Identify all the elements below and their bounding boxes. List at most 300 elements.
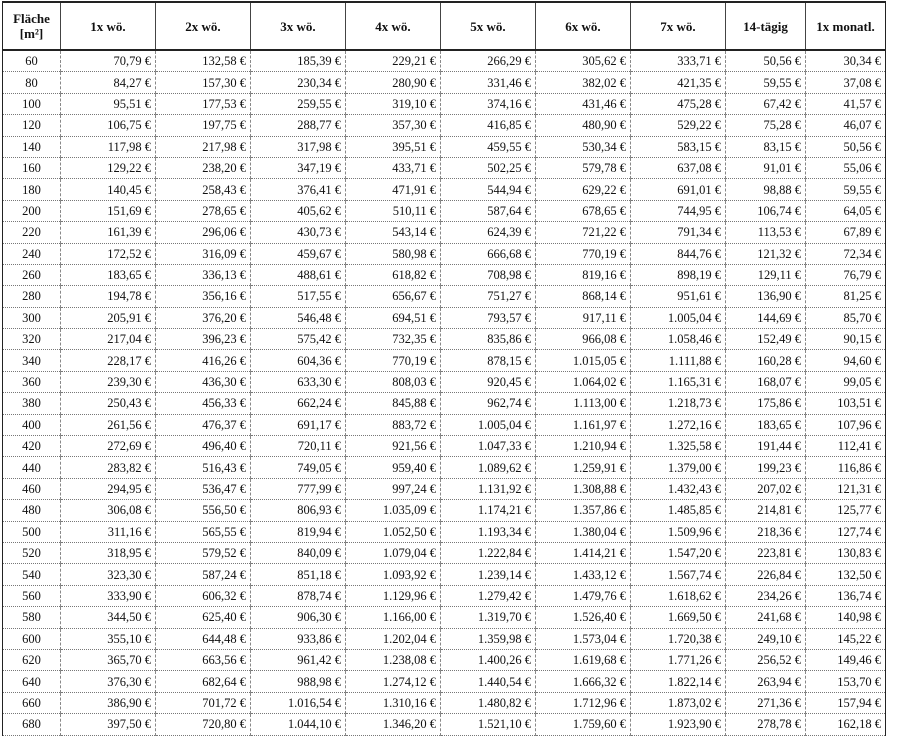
price-cell: 149,46 €	[806, 649, 886, 670]
price-cell: 961,42 €	[251, 649, 346, 670]
price-cell: 296,06 €	[156, 222, 251, 243]
price-cell: 436,30 €	[156, 371, 251, 392]
price-cell: 1.239,14 €	[441, 564, 536, 585]
price-cell: 214,81 €	[726, 500, 806, 521]
price-cell: 218,36 €	[726, 521, 806, 542]
price-cell: 1.016,54 €	[251, 692, 346, 713]
table-row	[3, 542, 886, 563]
price-cell: 1.218,73 €	[631, 393, 726, 414]
price-cell: 1.759,60 €	[536, 714, 631, 735]
area-cell: 420	[3, 436, 61, 457]
price-cell: 806,93 €	[251, 500, 346, 521]
column-header: 1x wö.	[61, 2, 156, 50]
area-cell: 100	[3, 93, 61, 114]
price-cell: 1.093,92 €	[346, 564, 441, 585]
price-cell: 50,56 €	[806, 136, 886, 157]
area-cell: 160	[3, 157, 61, 178]
price-cell: 966,08 €	[536, 329, 631, 350]
price-cell: 951,61 €	[631, 286, 726, 307]
price-cell: 228,17 €	[61, 350, 156, 371]
price-cell: 217,98 €	[156, 136, 251, 157]
table-row	[3, 607, 886, 628]
table-row	[3, 671, 886, 692]
price-cell: 544,94 €	[441, 179, 536, 200]
price-cell: 749,05 €	[251, 457, 346, 478]
price-cell: 808,03 €	[346, 371, 441, 392]
price-cell: 791,34 €	[631, 222, 726, 243]
price-cell: 59,55 €	[726, 72, 806, 93]
price-cell: 844,76 €	[631, 243, 726, 264]
price-cell: 85,70 €	[806, 307, 886, 328]
price-cell: 185,39 €	[251, 50, 346, 72]
area-cell: 580	[3, 607, 61, 628]
price-cell: 271,36 €	[726, 692, 806, 713]
price-cell: 305,62 €	[536, 50, 631, 72]
price-cell: 177,53 €	[156, 93, 251, 114]
price-cell: 579,52 €	[156, 542, 251, 563]
price-cell: 933,86 €	[251, 628, 346, 649]
price-cell: 1.325,58 €	[631, 436, 726, 457]
price-cell: 250,43 €	[61, 393, 156, 414]
price-cell: 793,57 €	[441, 307, 536, 328]
price-cell: 917,11 €	[536, 307, 631, 328]
price-cell: 1.193,34 €	[441, 521, 536, 542]
price-cell: 116,86 €	[806, 457, 886, 478]
price-cell: 223,81 €	[726, 542, 806, 563]
price-cell: 98,88 €	[726, 179, 806, 200]
price-cell: 95,51 €	[61, 93, 156, 114]
price-cell: 751,27 €	[441, 286, 536, 307]
price-cell: 396,23 €	[156, 329, 251, 350]
price-cell: 382,02 €	[536, 72, 631, 93]
price-cell: 266,29 €	[441, 50, 536, 72]
table-row	[3, 371, 886, 392]
price-cell: 106,74 €	[726, 200, 806, 221]
price-cell: 1.174,21 €	[441, 500, 536, 521]
price-cell: 883,72 €	[346, 414, 441, 435]
price-cell: 1.111,88 €	[631, 350, 726, 371]
price-cell: 1.052,50 €	[346, 521, 441, 542]
area-cell: 600	[3, 628, 61, 649]
price-cell: 1.165,31 €	[631, 371, 726, 392]
price-cell: 249,10 €	[726, 628, 806, 649]
price-cell: 1.079,04 €	[346, 542, 441, 563]
table-row	[3, 307, 886, 328]
price-cell: 530,34 €	[536, 136, 631, 157]
price-cell: 84,27 €	[61, 72, 156, 93]
table-row	[3, 521, 886, 542]
column-header: 4x wö.	[346, 2, 441, 50]
price-cell: 278,65 €	[156, 200, 251, 221]
table-row	[3, 628, 886, 649]
price-cell: 845,88 €	[346, 393, 441, 414]
table-row	[3, 72, 886, 93]
price-cell: 556,50 €	[156, 500, 251, 521]
price-cell: 161,39 €	[61, 222, 156, 243]
column-header: 2x wö.	[156, 2, 251, 50]
price-cell: 1.113,00 €	[536, 393, 631, 414]
area-cell: 280	[3, 286, 61, 307]
price-cell: 151,69 €	[61, 200, 156, 221]
column-header: 6x wö.	[536, 2, 631, 50]
price-cell: 678,65 €	[536, 200, 631, 221]
price-cell: 1.573,04 €	[536, 628, 631, 649]
price-cell: 136,90 €	[726, 286, 806, 307]
price-cell: 421,35 €	[631, 72, 726, 93]
price-cell: 1.400,26 €	[441, 649, 536, 670]
price-cell: 316,09 €	[156, 243, 251, 264]
price-cell: 191,44 €	[726, 436, 806, 457]
price-cell: 536,47 €	[156, 478, 251, 499]
price-cell: 106,75 €	[61, 115, 156, 136]
price-cell: 121,31 €	[806, 478, 886, 499]
price-cell: 580,98 €	[346, 243, 441, 264]
price-cell: 374,16 €	[441, 93, 536, 114]
area-cell: 620	[3, 649, 61, 670]
price-cell: 256,52 €	[726, 649, 806, 670]
price-cell: 30,34 €	[806, 50, 886, 72]
price-cell: 1.480,82 €	[441, 692, 536, 713]
price-cell: 624,39 €	[441, 222, 536, 243]
price-cell: 132,50 €	[806, 564, 886, 585]
price-cell: 587,24 €	[156, 564, 251, 585]
price-cell: 294,95 €	[61, 478, 156, 499]
price-cell: 1.666,32 €	[536, 671, 631, 692]
price-cell: 234,26 €	[726, 585, 806, 606]
price-cell: 230,34 €	[251, 72, 346, 93]
price-cell: 1.380,04 €	[536, 521, 631, 542]
price-cell: 1.346,20 €	[346, 714, 441, 735]
price-cell: 851,18 €	[251, 564, 346, 585]
price-cell: 199,23 €	[726, 457, 806, 478]
price-cell: 878,74 €	[251, 585, 346, 606]
area-cell: 520	[3, 542, 61, 563]
area-cell: 640	[3, 671, 61, 692]
price-cell: 633,30 €	[251, 371, 346, 392]
price-cell: 744,95 €	[631, 200, 726, 221]
price-cell: 64,05 €	[806, 200, 886, 221]
table-row	[3, 393, 886, 414]
price-cell: 1.005,04 €	[441, 414, 536, 435]
price-cell: 1.720,38 €	[631, 628, 726, 649]
price-cell: 819,16 €	[536, 264, 631, 285]
price-cell: 1.873,02 €	[631, 692, 726, 713]
price-cell: 480,90 €	[536, 115, 631, 136]
price-cell: 333,71 €	[631, 50, 726, 72]
price-cell: 1.202,04 €	[346, 628, 441, 649]
price-cell: 459,55 €	[441, 136, 536, 157]
price-cell: 579,78 €	[536, 157, 631, 178]
table-row	[3, 564, 886, 585]
price-cell: 471,91 €	[346, 179, 441, 200]
price-cell: 682,64 €	[156, 671, 251, 692]
price-cell: 357,30 €	[346, 115, 441, 136]
price-cell: 1.485,85 €	[631, 500, 726, 521]
price-cell: 376,41 €	[251, 179, 346, 200]
table-row	[3, 329, 886, 350]
price-cell: 333,90 €	[61, 585, 156, 606]
price-cell: 516,43 €	[156, 457, 251, 478]
price-cell: 517,55 €	[251, 286, 346, 307]
price-cell: 205,91 €	[61, 307, 156, 328]
table-row	[3, 414, 886, 435]
price-cell: 878,15 €	[441, 350, 536, 371]
price-cell: 347,19 €	[251, 157, 346, 178]
price-cell: 543,14 €	[346, 222, 441, 243]
price-cell: 840,09 €	[251, 542, 346, 563]
table-row	[3, 350, 886, 371]
price-cell: 1.131,92 €	[441, 478, 536, 499]
area-cell: 300	[3, 307, 61, 328]
price-cell: 694,51 €	[346, 307, 441, 328]
price-cell: 183,65 €	[61, 264, 156, 285]
price-cell: 708,98 €	[441, 264, 536, 285]
table-row	[3, 585, 886, 606]
area-cell: 60	[3, 50, 61, 72]
price-cell: 962,74 €	[441, 393, 536, 414]
column-header: 1x monatl.	[806, 2, 886, 50]
price-cell: 770,19 €	[536, 243, 631, 264]
price-cell: 140,45 €	[61, 179, 156, 200]
area-cell: 80	[3, 72, 61, 93]
price-cell: 906,30 €	[251, 607, 346, 628]
price-cell: 604,36 €	[251, 350, 346, 371]
price-cell: 1.669,50 €	[631, 607, 726, 628]
area-cell: 660	[3, 692, 61, 713]
price-cell: 459,67 €	[251, 243, 346, 264]
price-cell: 172,52 €	[61, 243, 156, 264]
price-cell: 835,86 €	[441, 329, 536, 350]
price-cell: 1.058,46 €	[631, 329, 726, 350]
price-cell: 732,35 €	[346, 329, 441, 350]
price-cell: 37,08 €	[806, 72, 886, 93]
price-cell: 331,46 €	[441, 72, 536, 93]
price-cell: 229,21 €	[346, 50, 441, 72]
price-cell: 162,18 €	[806, 714, 886, 735]
price-cell: 587,64 €	[441, 200, 536, 221]
area-cell: 540	[3, 564, 61, 585]
price-cell: 1.129,96 €	[346, 585, 441, 606]
price-cell: 145,22 €	[806, 628, 886, 649]
price-cell: 129,22 €	[61, 157, 156, 178]
price-cell: 99,05 €	[806, 371, 886, 392]
area-cell: 140	[3, 136, 61, 157]
price-cell: 644,48 €	[156, 628, 251, 649]
price-cell: 1.035,09 €	[346, 500, 441, 521]
price-cell: 997,24 €	[346, 478, 441, 499]
price-cell: 323,30 €	[61, 564, 156, 585]
price-cell: 546,48 €	[251, 307, 346, 328]
price-cell: 1.161,97 €	[536, 414, 631, 435]
price-cell: 1.238,08 €	[346, 649, 441, 670]
price-cell: 496,40 €	[156, 436, 251, 457]
price-cell: 107,96 €	[806, 414, 886, 435]
price-cell: 127,74 €	[806, 521, 886, 542]
price-cell: 376,20 €	[156, 307, 251, 328]
price-cell: 258,43 €	[156, 179, 251, 200]
price-cell: 721,22 €	[536, 222, 631, 243]
price-cell: 121,32 €	[726, 243, 806, 264]
price-cell: 50,56 €	[726, 50, 806, 72]
price-cell: 988,98 €	[251, 671, 346, 692]
column-header: 14-tägig	[726, 2, 806, 50]
price-cell: 75,28 €	[726, 115, 806, 136]
area-cell: 120	[3, 115, 61, 136]
price-cell: 1.259,91 €	[536, 457, 631, 478]
price-cell: 55,06 €	[806, 157, 886, 178]
price-cell: 46,07 €	[806, 115, 886, 136]
price-cell: 656,67 €	[346, 286, 441, 307]
price-cell: 1.509,96 €	[631, 521, 726, 542]
price-cell: 261,56 €	[61, 414, 156, 435]
price-cell: 1.526,40 €	[536, 607, 631, 628]
price-cell: 41,57 €	[806, 93, 886, 114]
price-cell: 1.822,14 €	[631, 671, 726, 692]
price-cell: 1.222,84 €	[441, 542, 536, 563]
area-cell: 360	[3, 371, 61, 392]
area-cell: 320	[3, 329, 61, 350]
price-cell: 416,26 €	[156, 350, 251, 371]
price-cell: 94,60 €	[806, 350, 886, 371]
price-cell: 1.771,26 €	[631, 649, 726, 670]
price-table	[2, 1, 886, 736]
price-cell: 666,68 €	[441, 243, 536, 264]
price-cell: 136,74 €	[806, 585, 886, 606]
price-cell: 433,71 €	[346, 157, 441, 178]
table-row	[3, 50, 886, 72]
table-row	[3, 500, 886, 521]
price-cell: 1.064,02 €	[536, 371, 631, 392]
table-row	[3, 649, 886, 670]
price-cell: 1.310,16 €	[346, 692, 441, 713]
price-cell: 226,84 €	[726, 564, 806, 585]
price-cell: 207,02 €	[726, 478, 806, 499]
price-cell: 629,22 €	[536, 179, 631, 200]
price-cell: 112,41 €	[806, 436, 886, 457]
area-cell: 220	[3, 222, 61, 243]
price-cell: 1.357,86 €	[536, 500, 631, 521]
price-cell: 90,15 €	[806, 329, 886, 350]
price-cell: 1.044,10 €	[251, 714, 346, 735]
price-cell: 475,28 €	[631, 93, 726, 114]
price-cell: 701,72 €	[156, 692, 251, 713]
price-cell: 76,79 €	[806, 264, 886, 285]
table-row	[3, 157, 886, 178]
price-cell: 920,45 €	[441, 371, 536, 392]
price-cell: 386,90 €	[61, 692, 156, 713]
price-cell: 241,68 €	[726, 607, 806, 628]
area-cell: 500	[3, 521, 61, 542]
price-cell: 1.712,96 €	[536, 692, 631, 713]
area-cell: 400	[3, 414, 61, 435]
area-cell: 380	[3, 393, 61, 414]
price-cell: 1.433,12 €	[536, 564, 631, 585]
price-cell: 376,30 €	[61, 671, 156, 692]
price-cell: 691,01 €	[631, 179, 726, 200]
column-header: Fläche [m²]	[3, 2, 61, 50]
price-cell: 430,73 €	[251, 222, 346, 243]
price-cell: 898,19 €	[631, 264, 726, 285]
price-cell: 356,16 €	[156, 286, 251, 307]
price-cell: 259,55 €	[251, 93, 346, 114]
price-cell: 1.414,21 €	[536, 542, 631, 563]
price-cell: 1.272,16 €	[631, 414, 726, 435]
price-cell: 529,22 €	[631, 115, 726, 136]
price-cell: 625,40 €	[156, 607, 251, 628]
area-cell: 680	[3, 714, 61, 735]
price-cell: 583,15 €	[631, 136, 726, 157]
price-cell: 67,89 €	[806, 222, 886, 243]
price-cell: 1.089,62 €	[441, 457, 536, 478]
price-cell: 502,25 €	[441, 157, 536, 178]
price-cell: 238,20 €	[156, 157, 251, 178]
price-cell: 1.440,54 €	[441, 671, 536, 692]
header-row	[3, 2, 886, 50]
price-cell: 1.308,88 €	[536, 478, 631, 499]
column-header: 7x wö.	[631, 2, 726, 50]
price-cell: 1.015,05 €	[536, 350, 631, 371]
price-cell: 365,70 €	[61, 649, 156, 670]
price-cell: 355,10 €	[61, 628, 156, 649]
table-row	[3, 93, 886, 114]
price-cell: 1.618,62 €	[631, 585, 726, 606]
price-cell: 1.432,43 €	[631, 478, 726, 499]
price-cell: 81,25 €	[806, 286, 886, 307]
column-header: 5x wö.	[441, 2, 536, 50]
price-cell: 476,37 €	[156, 414, 251, 435]
price-cell: 1.479,76 €	[536, 585, 631, 606]
price-cell: 288,77 €	[251, 115, 346, 136]
column-header: 3x wö.	[251, 2, 346, 50]
table-row	[3, 264, 886, 285]
price-cell: 160,28 €	[726, 350, 806, 371]
price-cell: 125,77 €	[806, 500, 886, 521]
price-cell: 1.359,98 €	[441, 628, 536, 649]
price-cell: 183,65 €	[726, 414, 806, 435]
area-cell: 180	[3, 179, 61, 200]
price-cell: 1.005,04 €	[631, 307, 726, 328]
price-cell: 239,30 €	[61, 371, 156, 392]
price-cell: 175,86 €	[726, 393, 806, 414]
price-cell: 1.521,10 €	[441, 714, 536, 735]
price-cell: 1.923,90 €	[631, 714, 726, 735]
price-cell: 113,53 €	[726, 222, 806, 243]
price-cell: 510,11 €	[346, 200, 441, 221]
price-cell: 318,95 €	[61, 542, 156, 563]
price-cell: 395,51 €	[346, 136, 441, 157]
area-cell: 240	[3, 243, 61, 264]
price-cell: 1.047,33 €	[441, 436, 536, 457]
price-cell: 278,78 €	[726, 714, 806, 735]
price-cell: 306,08 €	[61, 500, 156, 521]
price-cell: 720,80 €	[156, 714, 251, 735]
price-cell: 132,58 €	[156, 50, 251, 72]
price-cell: 1.619,68 €	[536, 649, 631, 670]
price-cell: 606,32 €	[156, 585, 251, 606]
area-cell: 560	[3, 585, 61, 606]
price-cell: 283,82 €	[61, 457, 156, 478]
price-cell: 720,11 €	[251, 436, 346, 457]
price-cell: 431,46 €	[536, 93, 631, 114]
price-cell: 217,04 €	[61, 329, 156, 350]
price-cell: 311,16 €	[61, 521, 156, 542]
price-cell: 263,94 €	[726, 671, 806, 692]
price-cell: 921,56 €	[346, 436, 441, 457]
price-cell: 456,33 €	[156, 393, 251, 414]
price-cell: 70,79 €	[61, 50, 156, 72]
area-cell: 200	[3, 200, 61, 221]
table-row	[3, 136, 886, 157]
